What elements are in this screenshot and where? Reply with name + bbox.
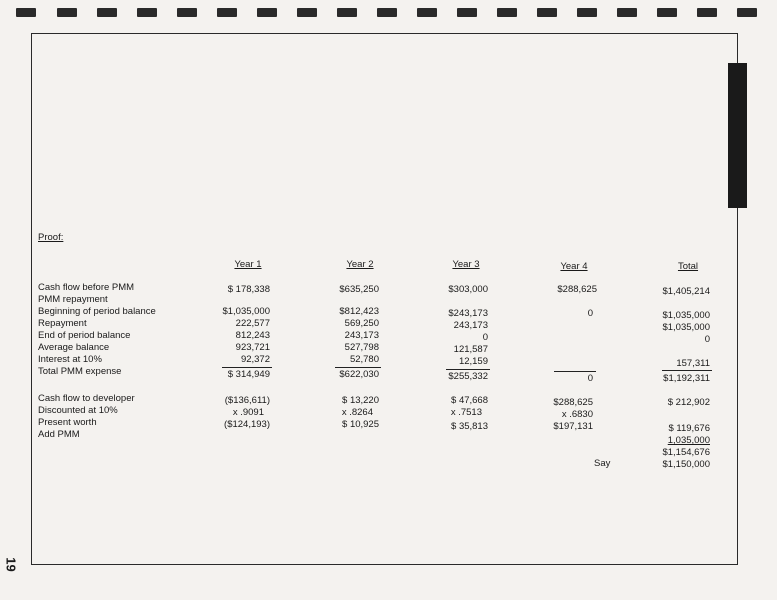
cell: $ 10,925	[342, 419, 379, 430]
section-tab	[728, 63, 747, 208]
cell: ($136,611)	[224, 395, 270, 406]
binding-hole	[497, 8, 517, 17]
cell: 121,587	[453, 344, 488, 355]
cell: $288,625	[553, 397, 593, 408]
cell: 527,798	[344, 342, 379, 353]
binding-hole	[417, 8, 437, 17]
binding-hole	[697, 8, 717, 17]
cell: x .9091	[232, 407, 264, 418]
cell: 243,173	[453, 320, 488, 331]
binding-hole	[16, 8, 36, 17]
binding-hole	[337, 8, 357, 17]
binding-hole	[57, 8, 77, 17]
cell: $1,150,000	[662, 459, 710, 470]
cell: $1,405,214	[662, 286, 710, 297]
cell: $ 178,338	[227, 284, 270, 295]
proof-heading: Proof:	[38, 232, 64, 243]
cell: $255,332	[448, 371, 488, 382]
binding-hole	[457, 8, 477, 17]
cell: $ 35,813	[451, 421, 488, 432]
binding-hole	[537, 8, 557, 17]
row-label: Cash flow before PMM	[38, 282, 135, 293]
row-label: PMM repayment	[38, 294, 108, 305]
cell: $1,035,000	[222, 306, 270, 317]
binding-hole	[137, 8, 157, 17]
binding-hole	[377, 8, 397, 17]
row-label: Present worth	[38, 417, 97, 428]
column-header-year-1: Year 1	[234, 259, 262, 270]
cell: $1,035,000	[662, 322, 710, 333]
column-header-year-4: Year 4	[560, 261, 588, 272]
row-label: Repayment	[38, 318, 87, 329]
binding-hole	[577, 8, 597, 17]
column-header-year-2: Year 2	[346, 259, 374, 270]
cell: 0	[587, 373, 593, 384]
cell: $ 47,668	[451, 395, 488, 406]
subtotal-rule	[554, 371, 596, 372]
cell: x .6830	[561, 409, 593, 420]
column-header-total: Total	[677, 261, 699, 272]
column-header-year-3: Year 3	[452, 259, 480, 270]
binding-hole	[217, 8, 237, 17]
cell: $303,000	[448, 284, 488, 295]
binding-holes	[0, 0, 777, 22]
cell: $622,030	[339, 369, 379, 380]
cell: $1,192,311	[663, 373, 710, 384]
binding-hole	[297, 8, 317, 17]
cell: 0	[482, 332, 488, 343]
cell: x .7513	[450, 407, 482, 418]
cell: $ 314,949	[227, 369, 270, 380]
cell: 52,780	[349, 354, 379, 365]
cell: $288,625	[557, 284, 597, 295]
row-label: End of period balance	[38, 330, 131, 341]
cell: 92,372	[240, 354, 270, 365]
cell: $1,154,676	[662, 447, 710, 458]
row-label: Average balance	[38, 342, 110, 353]
subtotal-rule	[662, 370, 712, 371]
cell: x .8264	[341, 407, 373, 418]
cell: $197,131	[553, 421, 593, 432]
binding-hole	[257, 8, 277, 17]
binding-hole	[617, 8, 637, 17]
cell: 243,173	[344, 330, 379, 341]
cell: $ 212,902	[667, 397, 710, 408]
page-number: 19	[3, 557, 19, 572]
binding-hole	[97, 8, 117, 17]
subtotal-rule	[222, 367, 272, 368]
cell: 923,721	[235, 342, 270, 353]
cell: 157,311	[676, 358, 710, 369]
say-label: Say	[594, 458, 611, 469]
binding-hole	[177, 8, 197, 17]
cell: 1,035,000	[667, 435, 710, 446]
subtotal-rule	[446, 369, 490, 370]
cell: $ 13,220	[342, 395, 379, 406]
cell: 0	[704, 334, 710, 345]
cell: $1,035,000	[662, 310, 710, 321]
cell: 12,159	[458, 356, 488, 367]
row-label: Discounted at 10%	[38, 405, 118, 416]
row-label: Interest at 10%	[38, 354, 102, 365]
cell: $812,423	[339, 306, 379, 317]
cell: 569,250	[344, 318, 379, 329]
row-label: Total PMM expense	[38, 366, 122, 377]
binding-hole	[657, 8, 677, 17]
cell: $243,173	[448, 308, 488, 319]
page-frame	[31, 33, 738, 565]
binding-hole	[737, 8, 757, 17]
cell: $ 119,676	[668, 423, 710, 434]
subtotal-rule	[335, 367, 381, 368]
cell: ($124,193)	[224, 419, 270, 430]
row-label: Beginning of period balance	[38, 306, 156, 317]
row-label: Add PMM	[38, 429, 80, 440]
cell: 0	[587, 308, 593, 319]
cell: 222,577	[235, 318, 270, 329]
cell: 812,243	[235, 330, 270, 341]
cell: $635,250	[339, 284, 379, 295]
row-label: Cash flow to developer	[38, 393, 135, 404]
